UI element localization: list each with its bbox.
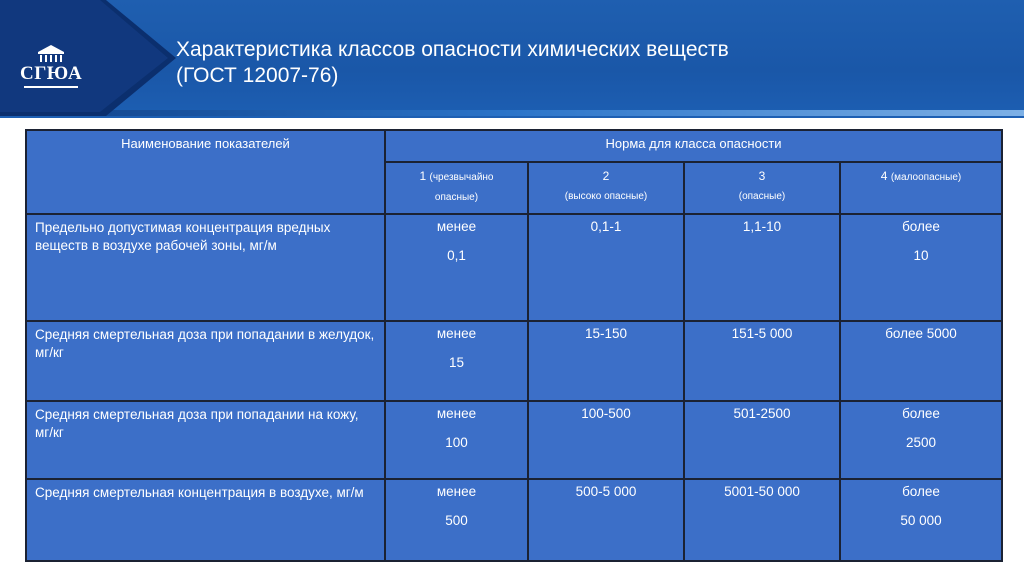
- logo-text: СГЮА: [20, 63, 83, 84]
- class-1-value: менее 0,1: [385, 214, 528, 321]
- header-indicator: Наименование показателей: [26, 130, 385, 214]
- header-norm: Норма для класса опасности: [385, 130, 1002, 162]
- row-label: Предельно допустимая концентрация вредных веществ в воздухе рабочей зоны, мг/м: [26, 214, 385, 321]
- row-label: Средняя смертельная концентрация в воздухе, мг/м: [26, 479, 385, 561]
- title-line-1: Характеристика классов опасности химических веществ: [176, 38, 729, 61]
- class-1-value: менее 500: [385, 479, 528, 561]
- class-1-number: 1: [419, 169, 427, 183]
- class-2-number: 2: [602, 169, 610, 183]
- page-title: [176, 37, 996, 89]
- class-1-header: [385, 162, 528, 214]
- class-1-value: менее 15: [385, 321, 528, 401]
- class-2-value: 500-5 000: [528, 479, 684, 561]
- class-3-desc: (опасные): [738, 191, 786, 202]
- row-label: Средняя смертельная доза при попадании в желудок, мг/кг: [26, 321, 385, 401]
- table-row: [26, 321, 1002, 401]
- class-4-value: более 2500: [840, 401, 1002, 479]
- logo: [0, 0, 178, 116]
- class-3-value: 501-2500: [684, 401, 840, 479]
- class-4-value: более 5000: [840, 321, 1002, 401]
- class-1-value: менее 100: [385, 401, 528, 479]
- class-4-value: более 50 000: [840, 479, 1002, 561]
- class-2-value: 0,1-1: [528, 214, 684, 321]
- class-2-value: 100-500: [528, 401, 684, 479]
- title-line-2: (ГОСТ 12007-76): [176, 64, 339, 87]
- hazard-class-table: [25, 129, 1003, 562]
- class-3-value: 5001-50 000: [684, 479, 840, 561]
- table-header-row: [26, 130, 1002, 162]
- row-label: Средняя смертельная доза при попадании на кожу, мг/кг: [26, 401, 385, 479]
- class-4-value: более 10: [840, 214, 1002, 321]
- logo-emblem-icon: [0, 0, 178, 116]
- class-2-desc: (высоко опасные): [564, 191, 648, 202]
- class-1-desc-b: опасные): [434, 192, 479, 203]
- class-1-desc-a: (чрезвычайно: [429, 172, 494, 183]
- class-3-value: 151-5 000: [684, 321, 840, 401]
- class-2-value: 15-150: [528, 321, 684, 401]
- class-3-header: [684, 162, 840, 214]
- class-4-desc: (малоопасные): [890, 172, 962, 183]
- class-2-header: [528, 162, 684, 214]
- table-row: [26, 479, 1002, 561]
- class-4-header: [840, 162, 1002, 214]
- class-3-value: 1,1-10: [684, 214, 840, 321]
- class-4-number: 4: [880, 169, 888, 183]
- class-3-number: 3: [758, 169, 766, 183]
- table-row: [26, 401, 1002, 479]
- table-row: [26, 214, 1002, 321]
